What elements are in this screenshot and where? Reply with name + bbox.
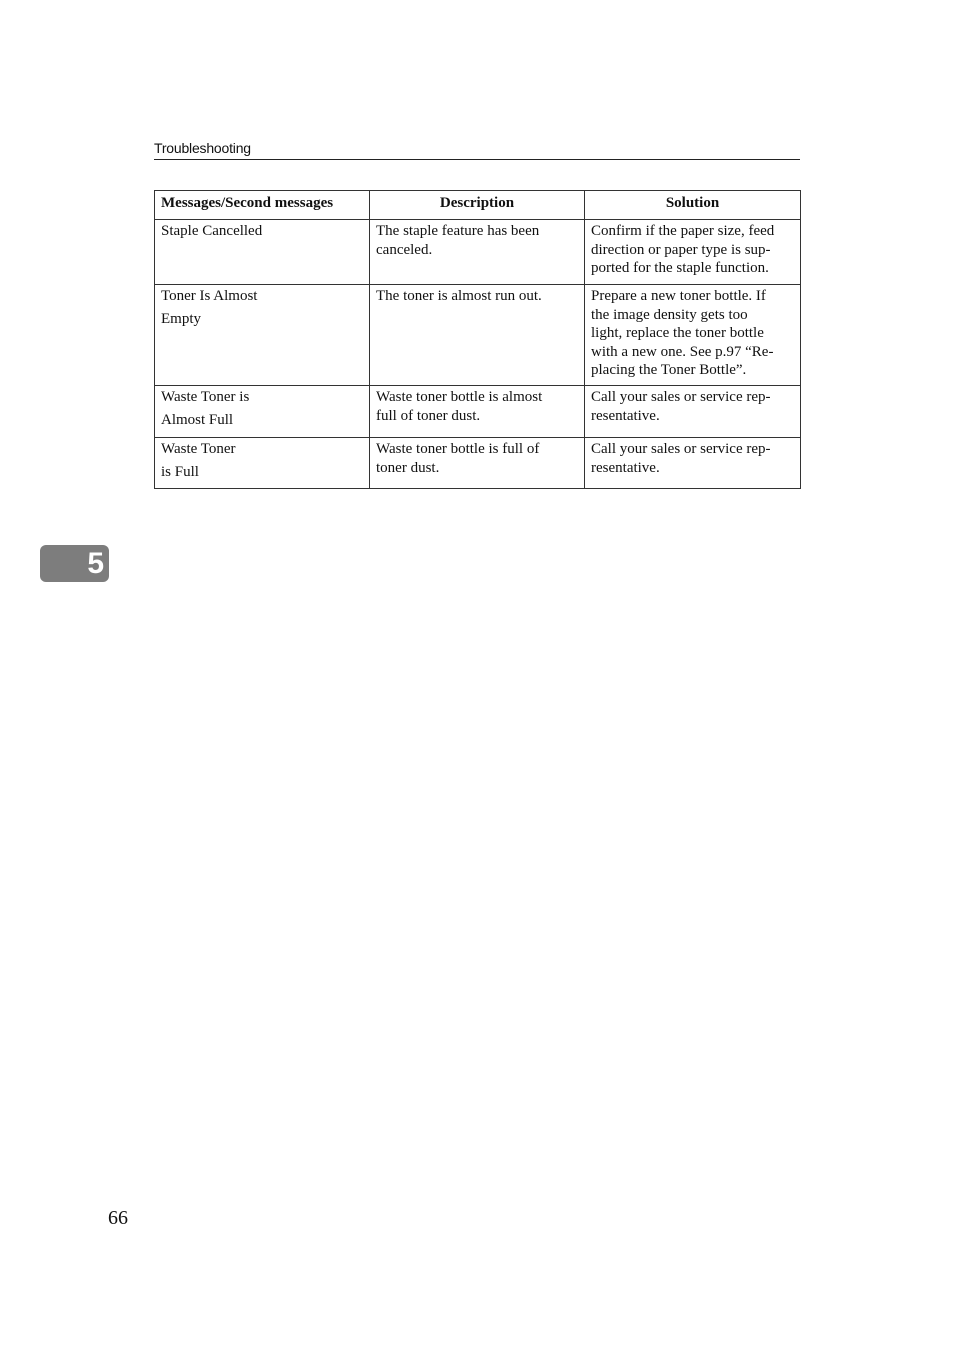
table-row (155, 386, 801, 438)
solution-cell (585, 386, 801, 438)
message-cell (155, 220, 370, 285)
solution-text: light, replace the toner bottle (591, 325, 764, 341)
message-cell (155, 438, 370, 489)
chapter-tab (40, 545, 109, 582)
solution-text: with a new one. See p.97 “Re- (591, 343, 774, 360)
messages-table (154, 190, 801, 489)
description-cell (370, 438, 585, 489)
description-cell (370, 285, 585, 386)
running-header (154, 139, 800, 160)
message-text: Almost Full (161, 411, 234, 428)
table-row (155, 438, 801, 489)
solution-text: resentative. (591, 407, 660, 424)
column-header-description: Description (370, 191, 585, 220)
table-row (155, 285, 801, 386)
column-header-messages: Messages/Second messages (155, 191, 370, 220)
solution-cell (585, 285, 801, 386)
description-text: Waste toner bottle is almost (376, 389, 543, 405)
message-text: Waste Toner is (161, 389, 250, 405)
message-text: Toner Is Almost (161, 288, 258, 304)
solution-cell (585, 438, 801, 489)
table-row (155, 220, 801, 285)
description-text: The toner is almost run out. (376, 288, 542, 304)
message-text: Staple Cancelled (161, 223, 263, 239)
description-cell (370, 386, 585, 438)
message-text: Empty (161, 310, 201, 327)
solution-text: Prepare a new toner bottle. If (591, 288, 766, 304)
solution-text: Call your sales or service rep- (591, 389, 771, 405)
description-cell (370, 220, 585, 285)
solution-text: the image density gets too (591, 306, 748, 323)
solution-text: placing the Toner Bottle”. (591, 362, 747, 378)
solution-text: direction or paper type is sup- (591, 241, 771, 258)
solution-text: Confirm if the paper size, feed (591, 223, 775, 239)
description-text: canceled. (376, 241, 433, 258)
description-text: toner dust. (376, 459, 440, 476)
solution-cell (585, 220, 801, 285)
solution-text: resentative. (591, 459, 660, 476)
chapter-number: 5 (87, 547, 104, 580)
message-text: is Full (161, 463, 199, 480)
description-text: full of toner dust. (376, 407, 481, 424)
page-number: 66 (108, 1207, 128, 1229)
description-text: Waste toner bottle is full of (376, 441, 540, 457)
solution-text: ported for the staple function. (591, 260, 769, 276)
message-cell (155, 386, 370, 438)
section-title: Troubleshooting (154, 140, 251, 156)
message-text: Waste Toner (161, 441, 236, 457)
message-cell (155, 285, 370, 386)
table-header-row (155, 191, 801, 220)
column-header-solution: Solution (585, 191, 801, 220)
description-text: The staple feature has been (376, 223, 540, 239)
solution-text: Call your sales or service rep- (591, 441, 771, 457)
